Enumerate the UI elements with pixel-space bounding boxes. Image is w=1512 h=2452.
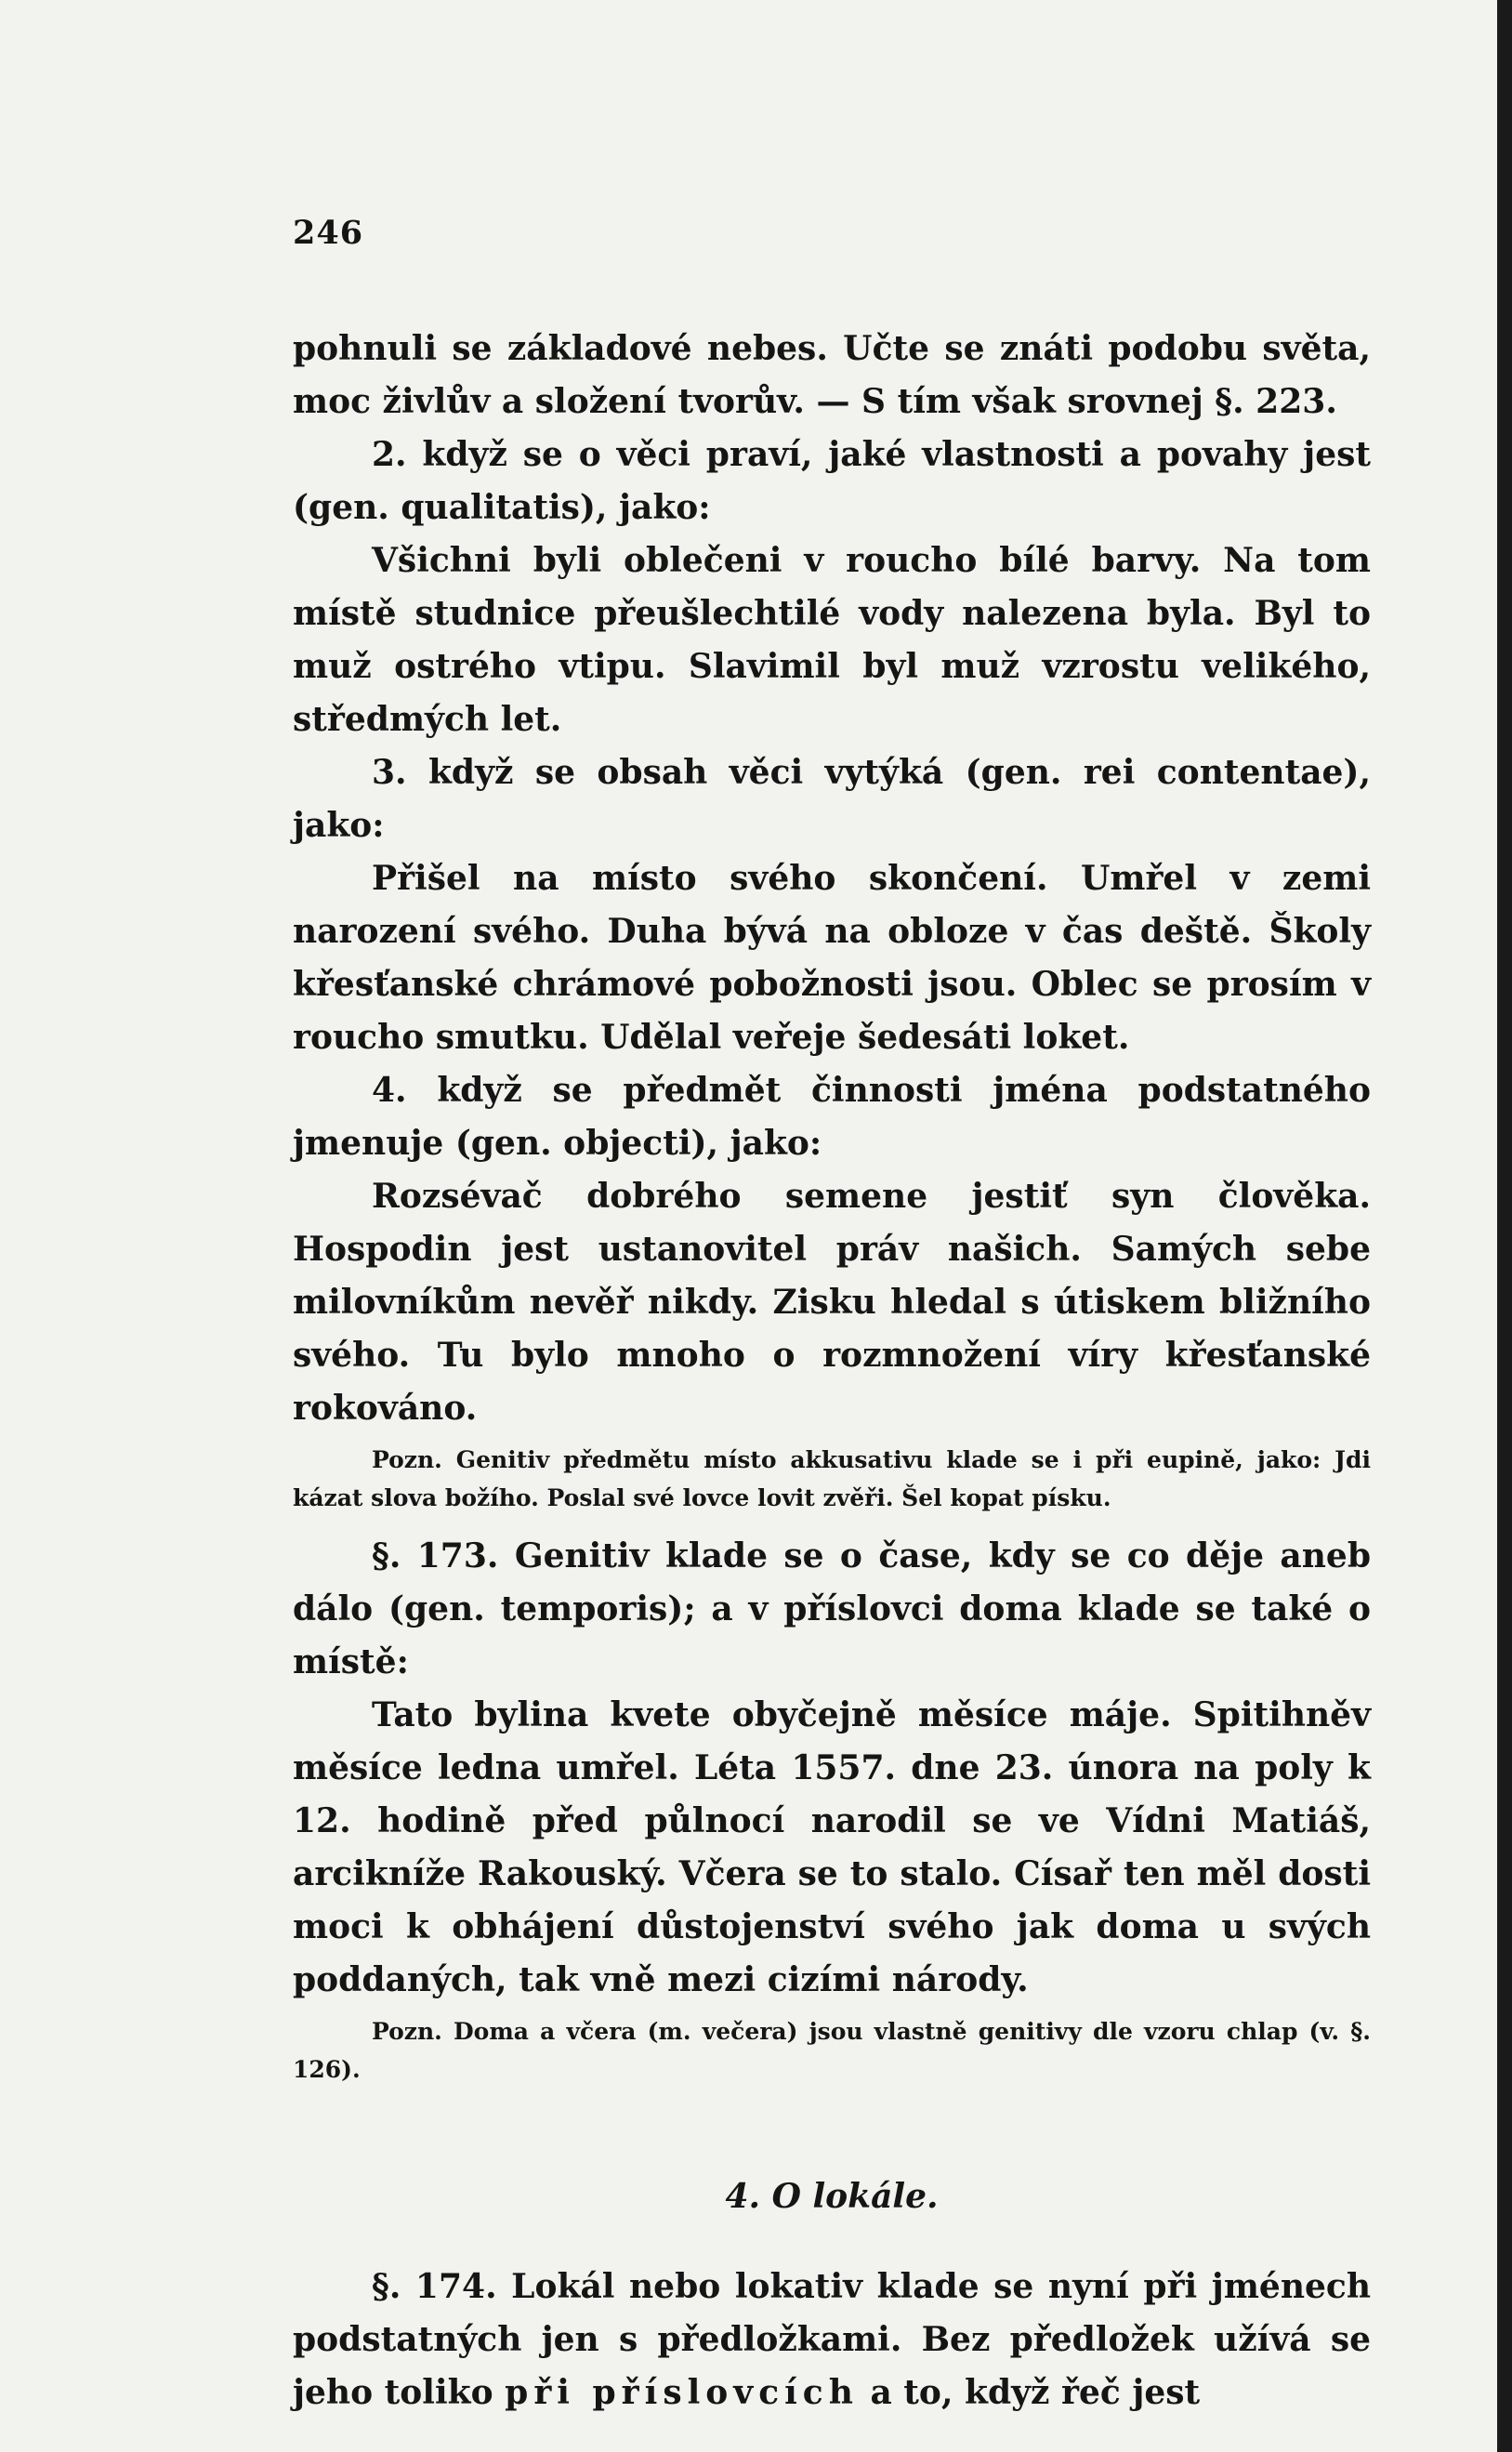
section-174-spaced: při příslovcích <box>505 2373 859 2412</box>
item-4-examples: Rozsévač dobrého semene jestiť syn člověka. Hospodin jest ustanovitel práv našich. Samých sebe milovníkům nevěř nikdy. Zisku hledal s útiskem bližního svého. Tu bylo mnoho o rozmnožení víry křesťanské rokováno. <box>293 1177 1371 1428</box>
item-2-examples: Všichni byli oblečeni v roucho bílé barvy. Na tom místě studnice přeušlechtilé vody nalezena byla. Byl to muž ostrého vtipu. Slavimil byl muž vzrostu velikého, středmých let. <box>293 541 1371 739</box>
note-doma-vcera: Pozn. Doma a včera (m. večera) jsou vlastně genitivy dle vzoru chlap (v. §. 126). <box>293 2018 1371 2083</box>
item-2-lead: 2. když se o věci praví, jaké vlastnosti a povahy jest (gen. qualitatis), jako: <box>293 435 1371 527</box>
item-4-lead: 4. když se předmět činnosti jména podstatného jmenuje (gen. objecti), jako: <box>293 1071 1371 1163</box>
section-173-examples: Tato bylina kvete obyčejně měsíce máje. Spitihněv měsíce ledna umřel. Léta 1557. dne 23. února na poly k 12. hodině před půlnocí narodil se ve Vídni Matiáš, arcikníže Rakouský. Včera se to stalo. Císař ten měl dosti moci k obhájení důstojenství svého jak doma u svých poddaných, tak vně mezi cizími národy. <box>293 1695 1371 1999</box>
section-174-text <box>293 2261 1371 2419</box>
paragraph-continuation: pohnuli se základové nebes. Učte se znáti podobu světa, moc živlův a složení tvorův. — S tím však srovnej §. 223. <box>293 329 1371 421</box>
item-3-examples: Přišel na místo svého skončení. Umřel v zemi narození svého. Duha bývá na obloze v čas deště. Školy křesťanské chrámové pobožnosti jsou. Oblec se prosím v roucho smutku. Udělal veřeje šedesáti loket. <box>293 859 1371 1057</box>
section-173-lead: §. 173. Genitiv klade se o čase, kdy se co děje aneb dálo (gen. temporis); a v příslovci doma klade se také o místě: <box>293 1536 1371 1681</box>
section-heading: 4. O lokále. <box>725 2177 939 2216</box>
page-number: 246 <box>293 214 364 252</box>
page-content <box>293 206 1371 2419</box>
section-174-tail: a to, když řeč jest <box>870 2373 1201 2412</box>
item-3-lead: 3. když se obsah věci vytýká (gen. rei contentae), jako: <box>293 753 1371 845</box>
note-genitive-object: Pozn. Genitiv předmětu místo akkusativu klade se i při eupině, jako: Jdi kázat slova božího. Poslal své lovce lovit zvěři. Šel kopat písku. <box>293 1446 1371 1511</box>
scan-edge <box>1497 0 1512 2452</box>
section-174-main: §. 174. Lokál nebo lokativ klade se nyní při jménech podstatných jen s předložkami. Bez předložek užívá se jeho toliko <box>293 2267 1371 2412</box>
